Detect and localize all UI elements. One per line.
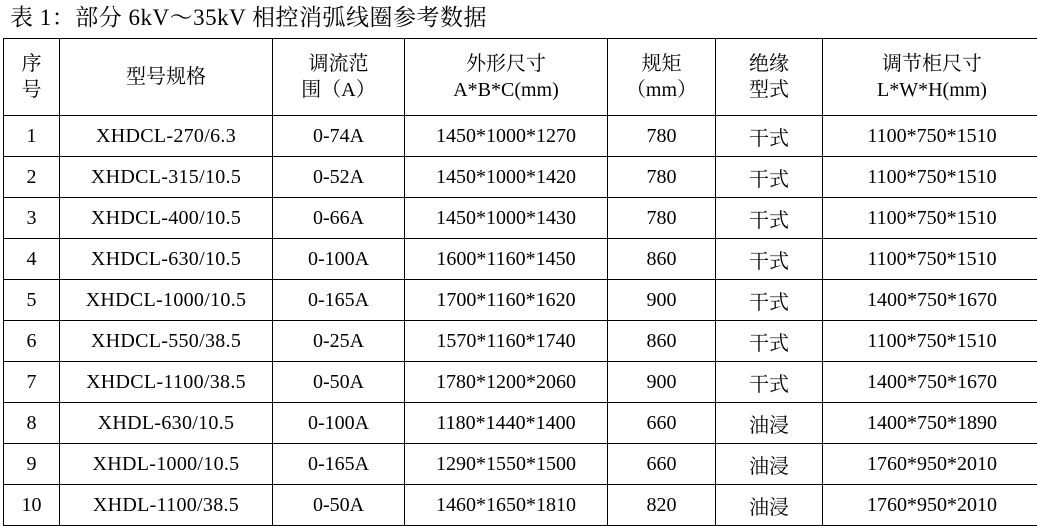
cell-dimensions: 1180*1440*1400 <box>405 403 608 444</box>
cell-index: 3 <box>4 198 60 239</box>
cell-insulation: 油浸 <box>716 444 823 485</box>
cell-cabinet-size: 1760*950*2010 <box>823 485 1037 526</box>
cell-gauge: 660 <box>608 403 716 444</box>
table-row <box>4 485 1037 526</box>
cell-current-range: 0-100A <box>273 239 405 280</box>
cell-current-range: 0-50A <box>273 362 405 403</box>
cell-model: XHDL-630/10.5 <box>60 403 273 444</box>
column-header-insulation <box>716 39 823 116</box>
header-line: 型式 <box>716 77 822 103</box>
cell-model: XHDCL-270/6.3 <box>60 116 273 157</box>
cell-model: XHDCL-550/38.5 <box>60 321 273 362</box>
cell-gauge: 860 <box>608 239 716 280</box>
table-header-row <box>4 39 1037 116</box>
cell-index: 8 <box>4 403 60 444</box>
reference-data-table <box>3 38 1037 526</box>
cell-current-range: 0-25A <box>273 321 405 362</box>
header-line: 型号规格 <box>60 64 272 90</box>
cell-dimensions: 1290*1550*1500 <box>405 444 608 485</box>
cell-cabinet-size: 1400*750*1670 <box>823 280 1037 321</box>
cell-index: 5 <box>4 280 60 321</box>
cell-insulation: 干式 <box>716 321 823 362</box>
cell-current-range: 0-165A <box>273 280 405 321</box>
table-row <box>4 403 1037 444</box>
column-header-gauge <box>608 39 716 116</box>
table-row <box>4 321 1037 362</box>
cell-current-range: 0-165A <box>273 444 405 485</box>
cell-insulation: 油浸 <box>716 485 823 526</box>
table-row <box>4 157 1037 198</box>
cell-current-range: 0-100A <box>273 403 405 444</box>
cell-index: 4 <box>4 239 60 280</box>
cell-insulation: 干式 <box>716 239 823 280</box>
cell-gauge: 780 <box>608 198 716 239</box>
cell-dimensions: 1780*1200*2060 <box>405 362 608 403</box>
cell-insulation: 干式 <box>716 362 823 403</box>
cell-model: XHDCL-315/10.5 <box>60 157 273 198</box>
cell-model: XHDCL-1000/10.5 <box>60 280 273 321</box>
header-line: 调流范 <box>273 51 404 77</box>
table-row <box>4 280 1037 321</box>
table-row <box>4 239 1037 280</box>
cell-dimensions: 1450*1000*1270 <box>405 116 608 157</box>
column-header-model <box>60 39 273 116</box>
cell-cabinet-size: 1100*750*1510 <box>823 157 1037 198</box>
cell-current-range: 0-66A <box>273 198 405 239</box>
cell-dimensions: 1700*1160*1620 <box>405 280 608 321</box>
cell-cabinet-size: 1100*750*1510 <box>823 321 1037 362</box>
cell-dimensions: 1450*1000*1420 <box>405 157 608 198</box>
cell-insulation: 油浸 <box>716 403 823 444</box>
column-header-current-range <box>273 39 405 116</box>
header-line: 调节柜尺寸 <box>823 51 1037 77</box>
cell-model: XHDL-1100/38.5 <box>60 485 273 526</box>
cell-insulation: 干式 <box>716 157 823 198</box>
cell-index: 2 <box>4 157 60 198</box>
cell-gauge: 900 <box>608 280 716 321</box>
table-body <box>4 116 1037 526</box>
cell-cabinet-size: 1760*950*2010 <box>823 444 1037 485</box>
table-caption: 表 1：部分 6kV～35kV 相控消弧线圈参考数据 <box>0 0 1037 38</box>
cell-cabinet-size: 1100*750*1510 <box>823 116 1037 157</box>
cell-model: XHDCL-630/10.5 <box>60 239 273 280</box>
cell-index: 7 <box>4 362 60 403</box>
cell-cabinet-size: 1400*750*1670 <box>823 362 1037 403</box>
cell-cabinet-size: 1400*750*1890 <box>823 403 1037 444</box>
table-row <box>4 116 1037 157</box>
cell-model: XHDCL-400/10.5 <box>60 198 273 239</box>
cell-dimensions: 1460*1650*1810 <box>405 485 608 526</box>
header-line: 绝缘 <box>716 51 822 77</box>
cell-dimensions: 1600*1160*1450 <box>405 239 608 280</box>
cell-dimensions: 1570*1160*1740 <box>405 321 608 362</box>
header-line: （mm） <box>608 77 715 103</box>
header-line: 围（A） <box>273 77 404 103</box>
table-row <box>4 444 1037 485</box>
column-header-index <box>4 39 60 116</box>
table-row <box>4 198 1037 239</box>
header-line: 序 <box>4 51 59 77</box>
cell-dimensions: 1450*1000*1430 <box>405 198 608 239</box>
header-line: 规矩 <box>608 51 715 77</box>
cell-index: 10 <box>4 485 60 526</box>
cell-model: XHDL-1000/10.5 <box>60 444 273 485</box>
cell-index: 1 <box>4 116 60 157</box>
cell-insulation: 干式 <box>716 116 823 157</box>
cell-current-range: 0-50A <box>273 485 405 526</box>
column-header-cabinet-size <box>823 39 1037 116</box>
cell-current-range: 0-52A <box>273 157 405 198</box>
cell-gauge: 660 <box>608 444 716 485</box>
cell-insulation: 干式 <box>716 198 823 239</box>
cell-model: XHDCL-1100/38.5 <box>60 362 273 403</box>
cell-current-range: 0-74A <box>273 116 405 157</box>
cell-cabinet-size: 1100*750*1510 <box>823 198 1037 239</box>
header-line: 号 <box>4 77 59 103</box>
cell-gauge: 780 <box>608 116 716 157</box>
header-line: L*W*H(mm) <box>823 77 1037 103</box>
cell-gauge: 780 <box>608 157 716 198</box>
cell-gauge: 900 <box>608 362 716 403</box>
cell-index: 9 <box>4 444 60 485</box>
cell-insulation: 干式 <box>716 280 823 321</box>
header-line: A*B*C(mm) <box>405 77 607 103</box>
table-row <box>4 362 1037 403</box>
cell-index: 6 <box>4 321 60 362</box>
column-header-dimensions <box>405 39 608 116</box>
cell-gauge: 820 <box>608 485 716 526</box>
header-line: 外形尺寸 <box>405 51 607 77</box>
table-header <box>4 39 1037 116</box>
cell-gauge: 860 <box>608 321 716 362</box>
cell-cabinet-size: 1100*750*1510 <box>823 239 1037 280</box>
